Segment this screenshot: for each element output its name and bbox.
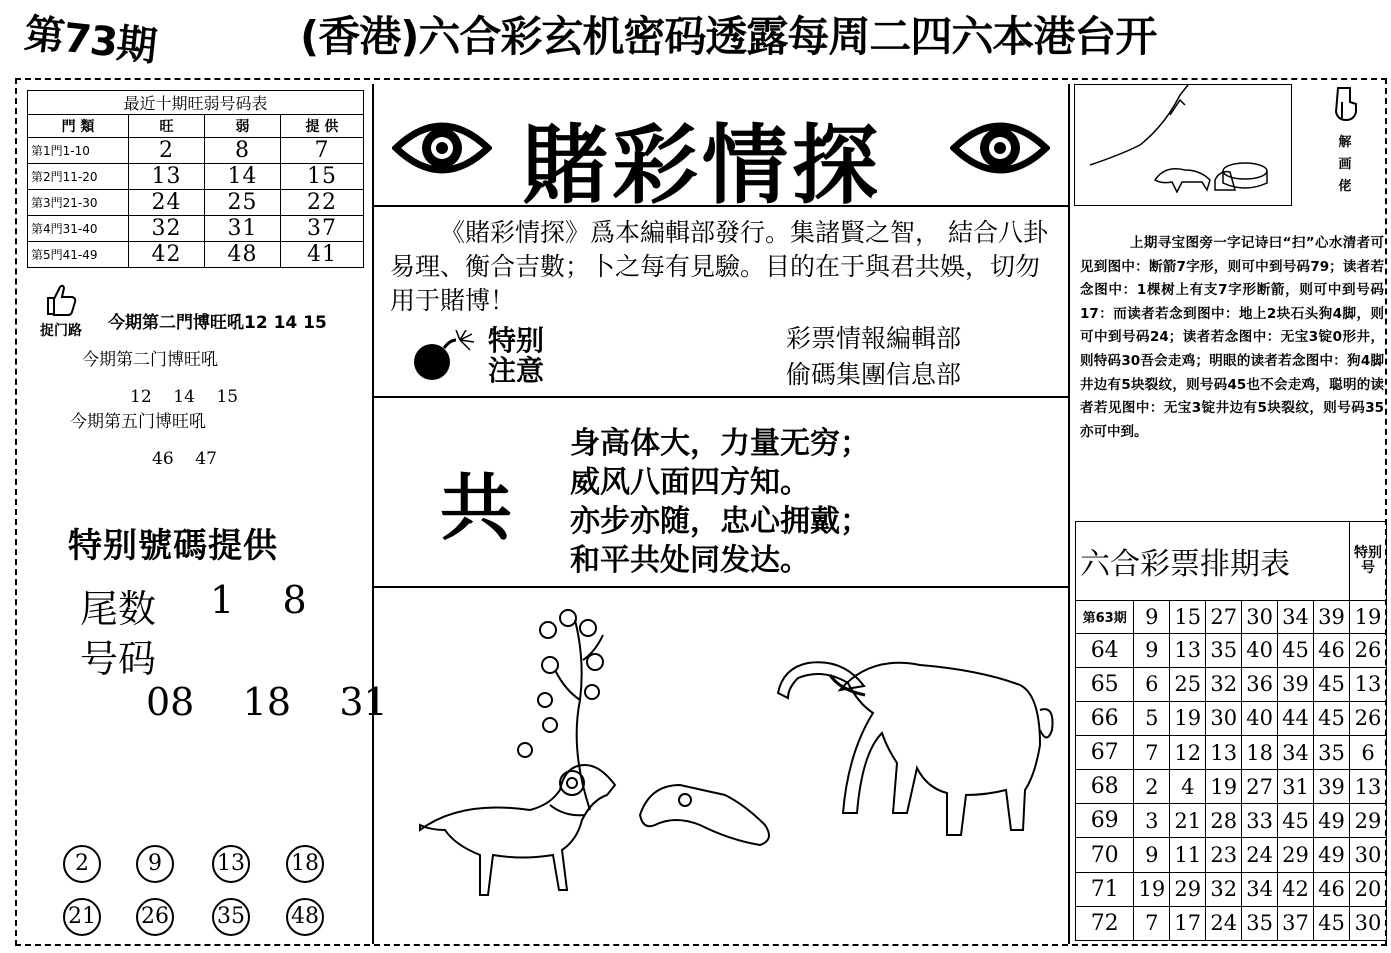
schedule-row	[1076, 667, 1387, 701]
cell-ti: 41	[280, 242, 363, 268]
period-cell: 67	[1076, 736, 1134, 770]
door2-numbers: 12 14 15	[130, 387, 239, 407]
number-cell: 11	[1170, 838, 1206, 872]
riddle-picture-box	[1074, 84, 1292, 206]
period-cell: 69	[1076, 804, 1134, 838]
schedule-row	[1076, 906, 1387, 940]
special-number-cell: 19	[1350, 600, 1387, 633]
number-cell: 4	[1170, 770, 1206, 804]
schedule-row	[1076, 701, 1387, 735]
number-cell: 39	[1314, 770, 1350, 804]
cell-ti: 37	[280, 216, 363, 242]
period-cell: 68	[1076, 770, 1134, 804]
number-cell: 32	[1206, 872, 1242, 906]
tail-numbers: 1 8	[210, 578, 307, 622]
table-row	[28, 190, 364, 216]
number-cell: 9	[1134, 838, 1170, 872]
col-header: 門 類	[28, 115, 129, 138]
number-cell: 39	[1278, 667, 1314, 701]
schedule-title: 六合彩票排期表	[1076, 522, 1350, 601]
row-label: 第2門11-20	[28, 164, 129, 190]
divider-center-3	[372, 586, 1069, 588]
issue-number: 第73期	[22, 10, 159, 71]
number-cell: 33	[1242, 804, 1278, 838]
cell-wang: 42	[129, 242, 205, 268]
number-cell: 2	[1134, 770, 1170, 804]
col-header: 旺	[129, 115, 205, 138]
row-label: 第3門21-30	[28, 190, 129, 216]
circled-number: 26	[136, 898, 174, 936]
number-cell: 30	[1206, 701, 1242, 735]
sheep-elephant-illustration	[400, 600, 1060, 930]
period-cell: 70	[1076, 838, 1134, 872]
number-cell: 32	[1206, 667, 1242, 701]
notice-label	[488, 326, 544, 386]
number-cell: 45	[1278, 804, 1314, 838]
special-title: 特别號碼提供	[68, 526, 278, 566]
number-cell: 19	[1134, 872, 1170, 906]
special-number-cell: 29	[1350, 804, 1387, 838]
number-cell: 9	[1134, 633, 1170, 667]
row-label: 第5門41-49	[28, 242, 129, 268]
divider-left	[372, 84, 374, 944]
special-number-cell: 26	[1350, 701, 1387, 735]
circled-number: 21	[63, 898, 101, 936]
number-cell: 9	[1134, 600, 1170, 633]
row-label: 第4門31-40	[28, 216, 129, 242]
cell-wang: 2	[129, 138, 205, 164]
number-cell: 31	[1278, 770, 1314, 804]
special-number-cell: 30	[1350, 838, 1387, 872]
eye-icon	[392, 112, 492, 184]
weak-strong-table	[27, 90, 364, 268]
cell-ruo: 48	[204, 242, 280, 268]
period-cell: 72	[1076, 906, 1134, 940]
special-number-cell: 6	[1350, 736, 1387, 770]
poem	[570, 424, 870, 580]
number-cell: 6	[1134, 667, 1170, 701]
row-label: 第1門1-10	[28, 138, 129, 164]
period-cell: 66	[1076, 701, 1134, 735]
code-label: 号码	[80, 637, 157, 681]
door5-text: 今期第五门博旺吼	[70, 412, 206, 432]
number-cell: 34	[1278, 736, 1314, 770]
circled-number: 2	[63, 845, 101, 883]
number-cell: 42	[1278, 872, 1314, 906]
number-cell: 15	[1170, 600, 1206, 633]
number-cell: 45	[1314, 906, 1350, 940]
notice-line: 特别	[488, 324, 545, 357]
number-cell: 19	[1170, 701, 1206, 735]
period-cell: 64	[1076, 633, 1134, 667]
bomb-icon	[410, 330, 478, 382]
number-cell: 29	[1278, 838, 1314, 872]
riddle-explanation: 上期寻宝图旁一字记诗曰“扫”心水清者可见到图中：断箭7字形，则可中到号码79；读者若念图中：1棵树上有支7字形断箭，则可中到号码17：而读者若念到图中：地上2块石头狗4脚，则可中到号码24；读者若念图中：无宝3锭0形井，则特码30吾会走鸡；明眼的读者若念图中：狗4脚井边有5块裂纹，则号码45也不会走鸡，聪明的读者若见图中：无宝3锭井边有5块裂纹，则号码35亦可中到。	[1080, 235, 1384, 440]
cell-ruo: 8	[204, 138, 280, 164]
number-cell: 40	[1242, 633, 1278, 667]
number-cell: 25	[1170, 667, 1206, 701]
number-cell: 35	[1314, 736, 1350, 770]
pointing-hand-icon	[1332, 86, 1360, 122]
number-cell: 21	[1170, 804, 1206, 838]
special-number-cell: 26	[1350, 633, 1387, 667]
schedule-body	[1076, 600, 1387, 940]
number-cell: 3	[1134, 804, 1170, 838]
number-cell: 46	[1314, 633, 1350, 667]
number-cell: 34	[1242, 872, 1278, 906]
number-cell: 40	[1242, 701, 1278, 735]
tail-label: 尾数	[80, 587, 157, 631]
number-cell: 39	[1314, 600, 1350, 633]
number-cell: 49	[1314, 838, 1350, 872]
special-header: 特别号	[1350, 522, 1387, 601]
number-cell: 24	[1242, 838, 1278, 872]
col-header: 弱	[204, 115, 280, 138]
circled-number: 13	[212, 845, 250, 883]
cell-ti: 7	[280, 138, 363, 164]
schedule-row	[1076, 770, 1387, 804]
number-cell: 28	[1206, 804, 1242, 838]
table-row	[28, 138, 364, 164]
special-number-cell: 13	[1350, 667, 1387, 701]
number-cell: 30	[1242, 600, 1278, 633]
divider-right	[1068, 84, 1070, 944]
cell-ruo: 14	[204, 164, 280, 190]
circled-number: 48	[286, 898, 324, 936]
headline: (香港)六合彩玄机密码透露每周二四六本港台开	[300, 12, 1157, 61]
door5-numbers: 46 47	[152, 449, 217, 469]
cell-wang: 24	[129, 190, 205, 216]
number-cell: 18	[1242, 736, 1278, 770]
number-cell: 44	[1278, 701, 1314, 735]
thumbs-up-icon	[44, 282, 78, 318]
number-cell: 45	[1278, 633, 1314, 667]
special-number-cell: 30	[1350, 906, 1387, 940]
code-numbers: 08 18 31	[146, 680, 388, 724]
special-number-cell: 13	[1350, 770, 1387, 804]
number-cell: 13	[1206, 736, 1242, 770]
intro-text: 《賭彩情探》爲本編輯部發行。集諸賢之智， 結合八卦易理、衡合吉數；卜之每有見驗。目的在于與君共娛，切勿用于賭博！	[390, 218, 1048, 315]
cell-ruo: 25	[204, 190, 280, 216]
table-row	[28, 164, 364, 190]
eye-icon	[950, 112, 1050, 184]
number-cell: 45	[1314, 701, 1350, 735]
cell-ti: 22	[280, 190, 363, 216]
cell-ruo: 31	[204, 216, 280, 242]
number-cell: 34	[1278, 600, 1314, 633]
dept-1: 彩票情報編輯部	[786, 324, 962, 353]
schedule-row	[1076, 600, 1387, 633]
number-cell: 12	[1170, 736, 1206, 770]
table-row	[28, 242, 364, 268]
number-cell: 37	[1278, 906, 1314, 940]
table-row	[28, 216, 364, 242]
number-cell: 35	[1242, 906, 1278, 940]
dept-2: 偷碼集團信息部	[786, 360, 962, 389]
number-cell: 35	[1206, 633, 1242, 667]
poem-line: 亦步亦随，忠心拥戴；	[570, 504, 870, 539]
number-cell: 29	[1170, 872, 1206, 906]
number-cell: 13	[1170, 633, 1206, 667]
schedule-row	[1076, 838, 1387, 872]
number-cell: 24	[1206, 906, 1242, 940]
weak-strong-title: 最近十期旺弱号码表	[28, 91, 364, 115]
zhuomen-label: 捉门路	[40, 323, 82, 339]
divider-center-2	[372, 396, 1069, 398]
riddle-char: 共	[440, 466, 513, 550]
cell-ti: 15	[280, 164, 363, 190]
schedule-row	[1076, 633, 1387, 667]
number-cell: 7	[1134, 736, 1170, 770]
number-cell: 17	[1170, 906, 1206, 940]
riddle-picture	[1075, 85, 1291, 205]
schedule-table	[1075, 521, 1387, 941]
number-cell: 5	[1134, 701, 1170, 735]
notice-line: 注意	[488, 354, 545, 387]
schedule-row	[1076, 736, 1387, 770]
circled-number: 35	[212, 898, 250, 936]
cell-wang: 32	[129, 216, 205, 242]
period-cell: 65	[1076, 667, 1134, 701]
poem-line: 和平共处同发达。	[570, 543, 810, 578]
number-cell: 7	[1134, 906, 1170, 940]
poem-line: 威风八面四方知。	[570, 465, 810, 500]
circled-number: 18	[286, 845, 324, 883]
number-cell: 36	[1242, 667, 1278, 701]
main-title: 賭彩情探	[522, 115, 882, 216]
period-cell: 71	[1076, 872, 1134, 906]
schedule-row	[1076, 804, 1387, 838]
door2-text: 今期第二门博旺吼	[82, 350, 218, 370]
schedule-row	[1076, 872, 1387, 906]
cell-wang: 13	[129, 164, 205, 190]
number-cell: 27	[1206, 600, 1242, 633]
number-cell: 19	[1206, 770, 1242, 804]
picture-caption: 解画佬	[1338, 135, 1352, 194]
number-cell: 46	[1314, 872, 1350, 906]
poem-line: 身高体大，力量无穷；	[570, 426, 870, 461]
zhuomen-line: 今期第二門博旺吼12 14 15	[108, 313, 327, 333]
circled-number: 9	[136, 845, 174, 883]
number-cell: 27	[1242, 770, 1278, 804]
special-number-cell: 20	[1350, 872, 1387, 906]
number-cell: 49	[1314, 804, 1350, 838]
number-cell: 23	[1206, 838, 1242, 872]
number-cell: 45	[1314, 667, 1350, 701]
period-cell: 第63期	[1076, 600, 1134, 633]
col-header: 提 供	[280, 115, 363, 138]
